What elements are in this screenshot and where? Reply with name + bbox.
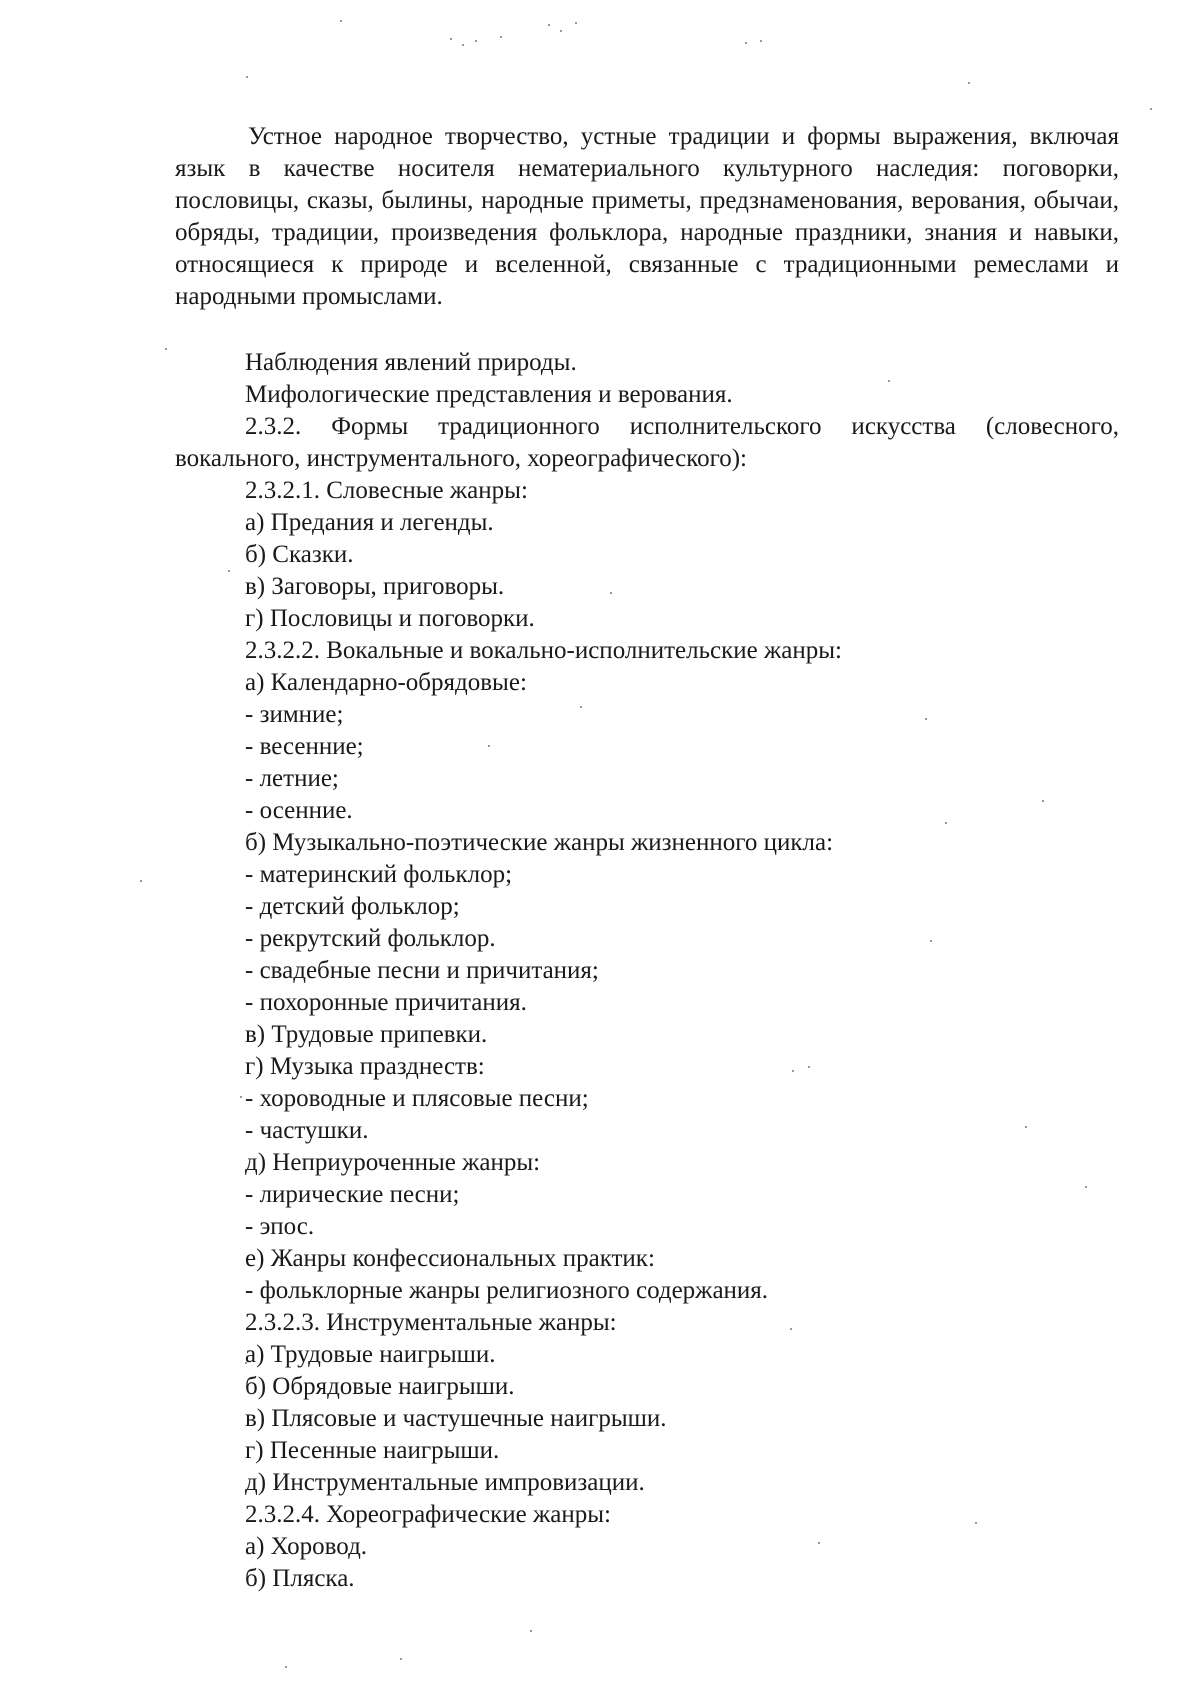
list-item: г) Пословицы и поговорки. (245, 605, 535, 632)
list-item: - весенние; (245, 733, 364, 760)
list-item: г) Музыка празднеств: (245, 1053, 485, 1080)
list-item: - материнский фольклор; (245, 861, 513, 888)
list-item: - хороводные и плясовые песни; (245, 1085, 589, 1112)
list-item: а) Календарно-обрядовые: (245, 669, 527, 696)
section-heading: 2.3.2.4. Хореографические жанры: (245, 1501, 612, 1528)
list-item: - похоронные причитания. (245, 989, 527, 1016)
list-item: в) Заговоры, приговоры. (245, 573, 505, 600)
genre-list (175, 347, 1119, 1595)
list-item: - детский фольклор; (245, 893, 460, 920)
list-item: в) Трудовые припевки. (245, 1021, 488, 1048)
list-item: д) Неприуроченные жанры: (245, 1149, 541, 1176)
intro-paragraph: Устное народное творчество, устные традиции и формы выражения, включая язык в качестве носителя нематериального культурного наследия: поговорки, пословицы, сказы, былины, народные приметы, предзнаменования, верования, обычаи, обряды, традиции, произведения фольклора, народные праздники, знания и навыки, относящиеся к природе и вселенной, связанные с традиционными ремеслами и народными промыслами. (175, 123, 1119, 310)
list-item: г) Песенные наигрыши. (245, 1437, 500, 1464)
list-item: д) Инструментальные импровизации. (245, 1469, 645, 1496)
list-item: а) Хоровод. (245, 1533, 368, 1560)
list-item: - рекрутский фольклор. (245, 925, 496, 952)
list-item: Мифологические представления и верования. (245, 381, 733, 408)
list-item: б) Музыкально-поэтические жанры жизненного цикла: (245, 829, 834, 856)
list-item: б) Пляска. (245, 1565, 355, 1592)
list-item: б) Обрядовые наигрыши. (245, 1373, 515, 1400)
list-item: в) Плясовые и частушечные наигрыши. (245, 1405, 667, 1432)
section-heading: 2.3.2. Формы традиционного исполнительского искусства (словесного, вокального, инструментального, хореографического): (175, 413, 1119, 472)
list-item: - фольклорные жанры религиозного содержания. (245, 1277, 769, 1304)
list-item: - эпос. (245, 1213, 315, 1240)
list-item: - лирические песни; (245, 1181, 460, 1208)
list-item: - частушки. (245, 1117, 369, 1144)
list-item: - зимние; (245, 701, 344, 728)
list-item: - летние; (245, 765, 339, 792)
list-item: а) Трудовые наигрыши. (245, 1341, 496, 1368)
section-heading: 2.3.2.1. Словесные жанры: (245, 477, 528, 504)
list-item: б) Сказки. (245, 541, 354, 568)
list-item: - свадебные песни и причитания; (245, 957, 599, 984)
section-heading: 2.3.2.2. Вокальные и вокально-исполнительские жанры: (245, 637, 842, 664)
list-item: а) Предания и легенды. (245, 509, 494, 536)
section-heading: 2.3.2.3. Инструментальные жанры: (245, 1309, 617, 1336)
list-item: - осенние. (245, 797, 353, 824)
list-item: е) Жанры конфессиональных практик: (245, 1245, 655, 1272)
list-item: Наблюдения явлений природы. (245, 349, 577, 376)
